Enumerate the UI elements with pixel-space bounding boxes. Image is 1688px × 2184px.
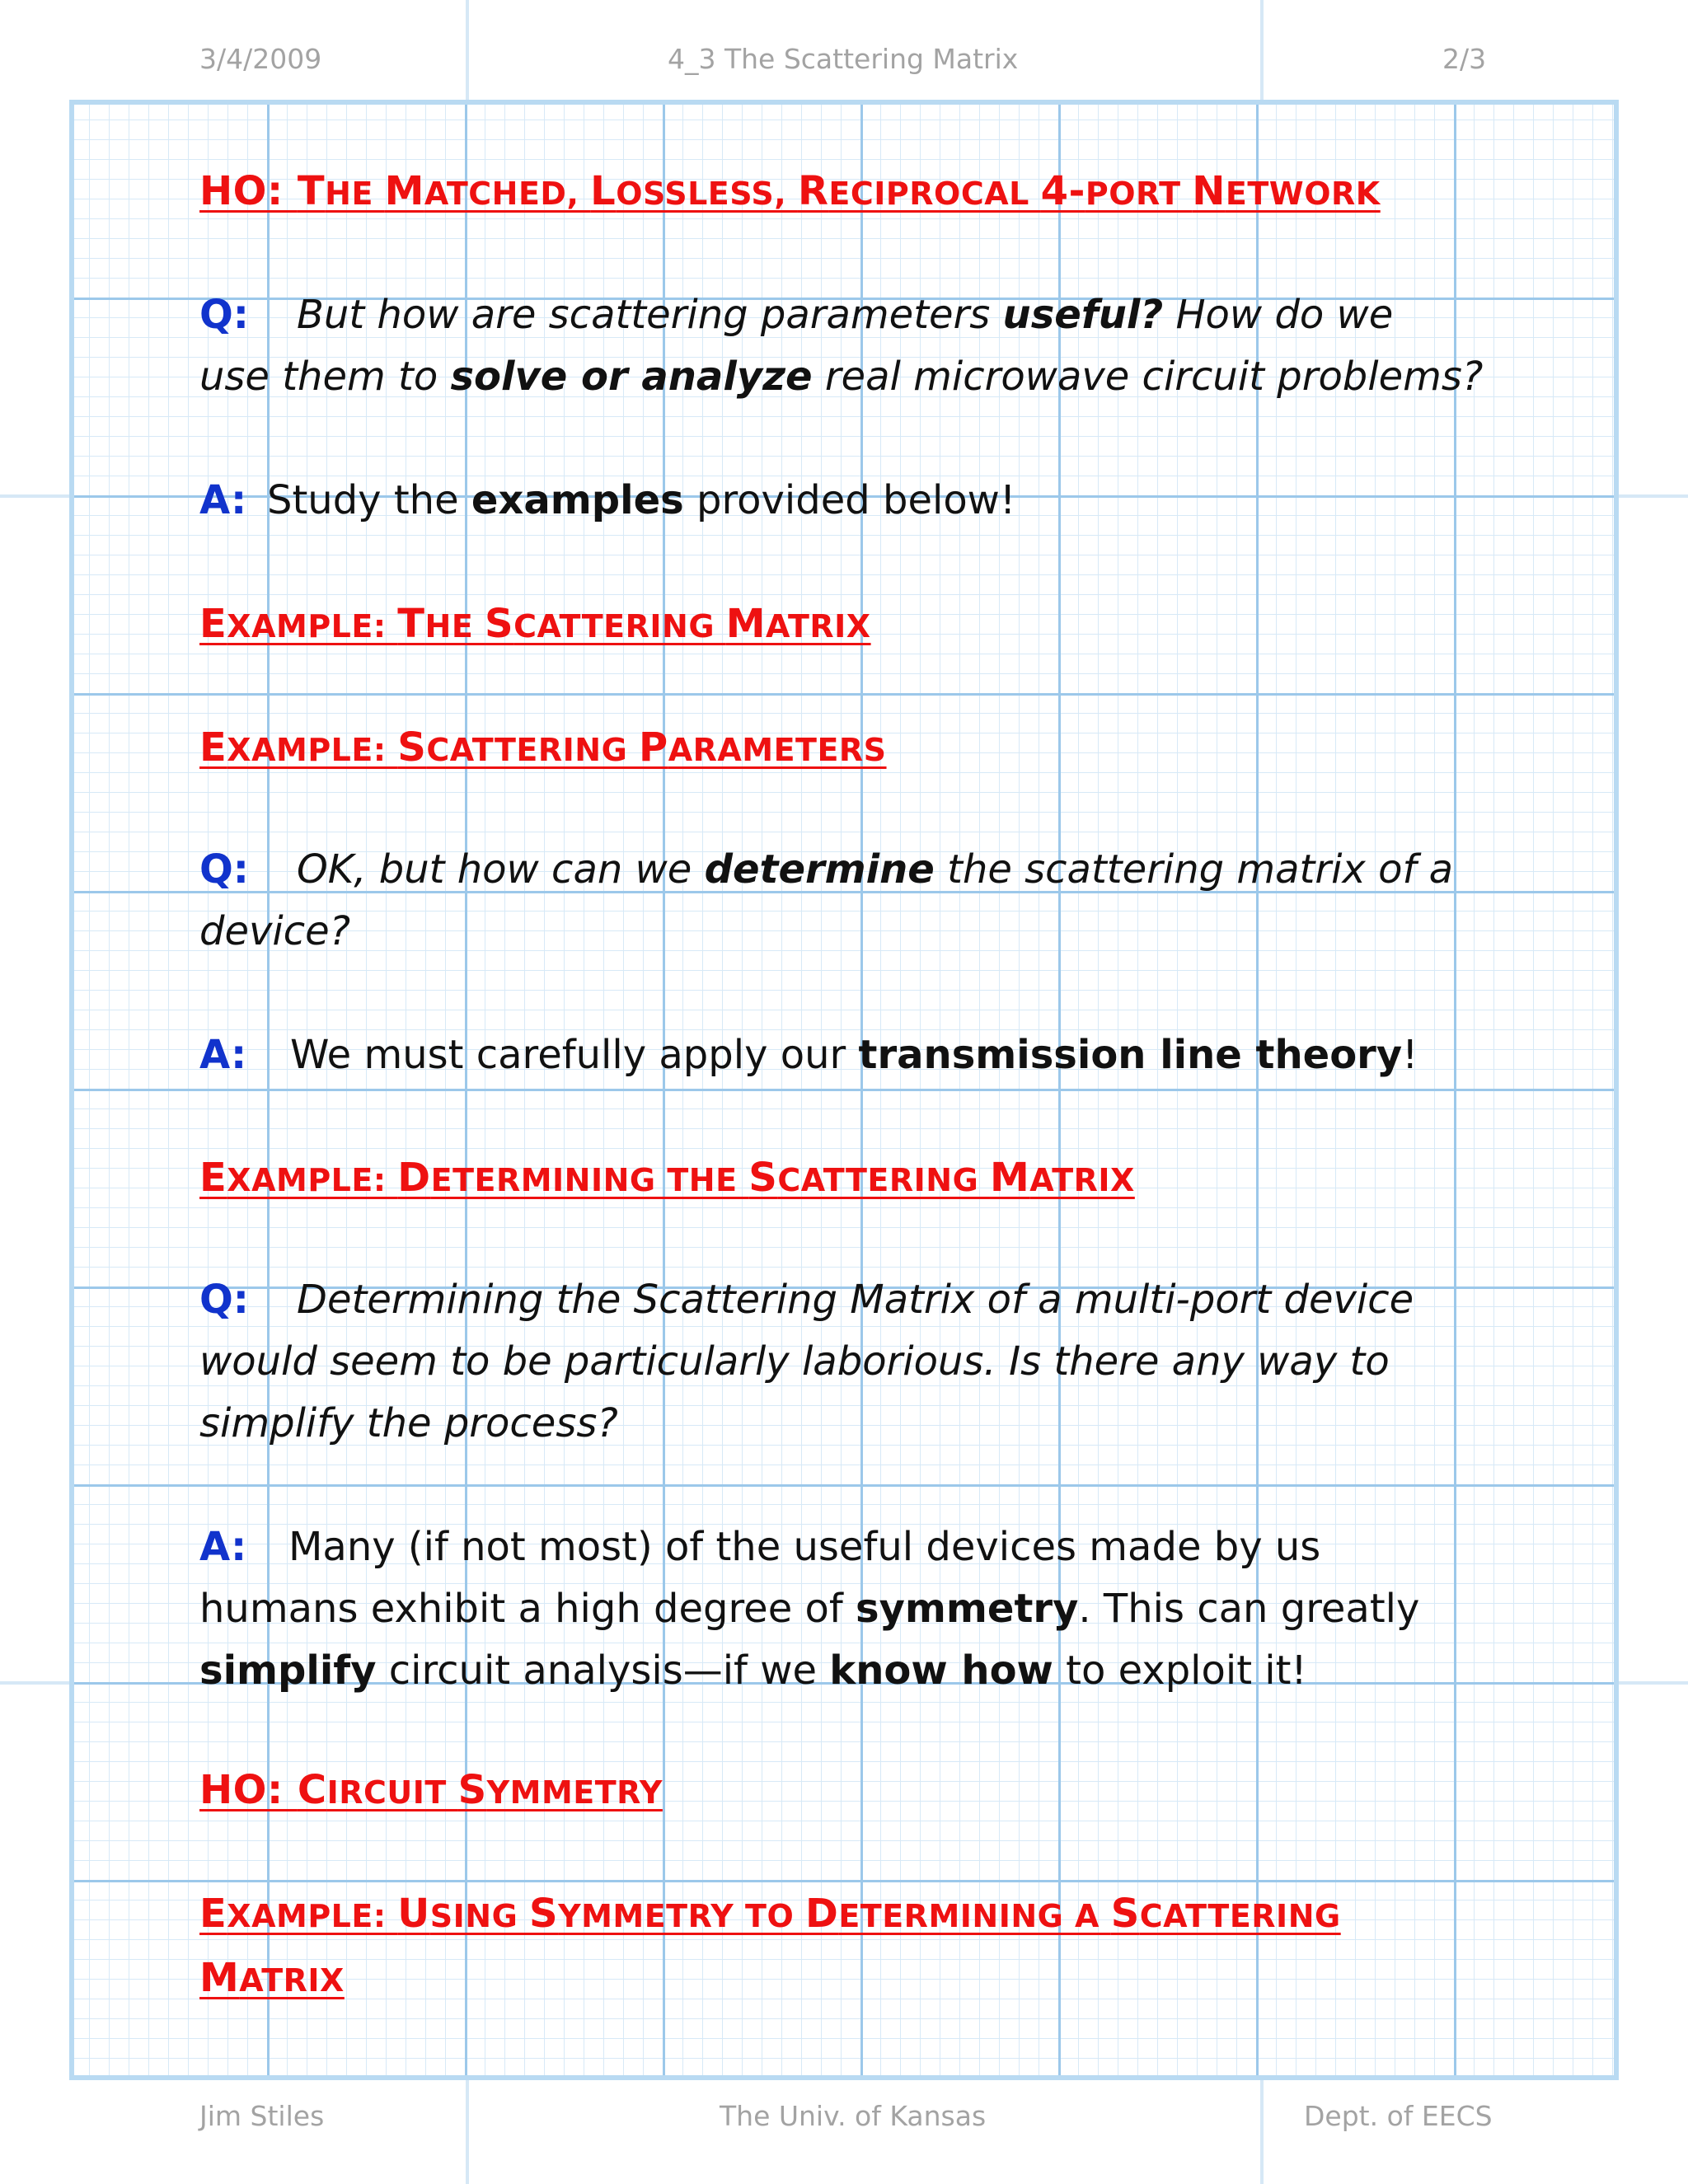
question-emphasis: determine — [704, 846, 935, 893]
heading-cap: P — [639, 724, 668, 771]
answer-label: A: — [199, 477, 247, 523]
heading-cap: T — [297, 168, 326, 214]
heading-small: HE — [325, 176, 385, 212]
heading-cap: S — [457, 1767, 487, 1813]
header-page-number: 2/3 — [1442, 43, 1487, 75]
heading-prefix: HO: — [199, 168, 298, 214]
question-line — [199, 346, 1518, 408]
answer-text: provided below! — [683, 477, 1016, 523]
question-line — [199, 284, 1518, 346]
question-line: device? — [199, 908, 351, 954]
question-2 — [199, 839, 1518, 963]
answer-emphasis: symmetry — [856, 1586, 1079, 1632]
answer-text: Many (if not most) of the useful devices made by us — [288, 1524, 1321, 1570]
heading-cap: D — [397, 1155, 431, 1201]
heading-cap: E — [199, 724, 227, 771]
heading-small: OSSLESS, — [616, 176, 798, 212]
heading-small: YMMETRY TO — [558, 1898, 805, 1934]
heading-cap: S — [529, 1891, 559, 1937]
heading-cap: S — [397, 724, 427, 771]
question-text: use them to — [199, 354, 451, 400]
heading-small: ATRIX — [1029, 1162, 1135, 1198]
answer-text: circuit analysis—if we — [376, 1647, 830, 1694]
question-text: Determining the Scattering Matrix of a multi-port device — [297, 1277, 1414, 1323]
heading-small: ARAMETERS — [668, 732, 887, 768]
question-line: would seem to be particularly laborious. Is there any way to — [199, 1338, 1390, 1385]
heading-link[interactable] — [199, 1155, 1135, 1201]
heading-cap: D — [805, 1891, 839, 1937]
answer-emphasis: simplify — [199, 1647, 377, 1694]
answer-emphasis: examples — [471, 477, 684, 523]
heading-small: CATTERING — [426, 732, 639, 768]
heading-small: ATRIX — [766, 608, 871, 644]
footer-university: The Univ. of Kansas — [720, 2100, 987, 2132]
heading-cap: 4- — [1040, 168, 1085, 214]
heading-small: IRCUIT — [326, 1774, 458, 1811]
heading-small: ATRIX — [239, 1962, 345, 1999]
heading-cap: L — [590, 168, 617, 214]
question-line: simplify the process? — [199, 1400, 618, 1446]
heading-cap: S — [748, 1155, 778, 1201]
heading-link[interactable] — [199, 1891, 1341, 1937]
heading-small: ATCHED, — [424, 176, 591, 212]
answer-3 — [199, 1516, 1518, 1702]
heading-cap: E — [199, 1891, 227, 1937]
heading-small: PORT — [1085, 176, 1193, 212]
answer-line — [199, 1640, 1518, 1702]
heading-small: XAMPLE: — [227, 608, 398, 644]
header-date: 3/4/2009 — [199, 43, 322, 75]
answer-text: to exploit it! — [1053, 1647, 1307, 1694]
question-3 — [199, 1269, 1518, 1455]
heading-link[interactable] — [199, 724, 887, 771]
heading-cap: R — [797, 168, 829, 214]
question-emphasis: solve or analyze — [450, 354, 813, 400]
answer-text: Study the — [267, 477, 471, 523]
question-text: the scattering matrix of a — [934, 846, 1454, 893]
heading-cap: S — [485, 601, 514, 647]
heading-link[interactable] — [199, 1767, 663, 1813]
answer-text: . This can greatly — [1078, 1586, 1420, 1632]
heading-cap: C — [297, 1767, 327, 1813]
heading-link[interactable] — [199, 601, 871, 647]
heading-line — [199, 1947, 1518, 2012]
heading-small: XAMPLE: — [227, 732, 398, 768]
question-text: real microwave circuit problems? — [812, 354, 1484, 400]
example-link-scattering-parameters[interactable] — [199, 717, 1518, 781]
answer-line — [199, 1516, 1518, 1578]
answer-label: A: — [199, 1524, 247, 1570]
heading-cap: S — [1110, 1891, 1140, 1937]
heading-small: HE — [424, 608, 485, 644]
heading-cap: U — [397, 1891, 430, 1937]
heading-small: CATTERING — [1139, 1898, 1341, 1934]
answer-text: humans exhibit a high degree of — [199, 1586, 856, 1632]
footer-author: Jim Stiles — [199, 2100, 325, 2132]
question-text: How do we — [1163, 292, 1394, 338]
heading-cap: N — [1192, 168, 1226, 214]
question-line — [199, 839, 1518, 901]
heading-cap: E — [199, 601, 227, 647]
heading-small: ECIPROCAL — [828, 176, 1041, 212]
question-text: But how are scattering parameters — [297, 292, 1003, 338]
answer-text: ! — [1402, 1032, 1418, 1078]
example-link-determining-scattering-matrix[interactable] — [199, 1147, 1518, 1212]
question-1 — [199, 284, 1518, 408]
header-title: 4_3 The Scattering Matrix — [668, 43, 1019, 75]
heading-link[interactable] — [199, 1955, 345, 2001]
question-label: Q: — [199, 846, 249, 893]
answer-emphasis: know how — [829, 1647, 1053, 1694]
question-label: Q: — [199, 292, 249, 338]
heading-cap: M — [199, 1955, 240, 2001]
heading-prefix: HO: — [199, 1767, 298, 1813]
heading-small: CATTERING — [777, 1162, 990, 1198]
example-link-using-symmetry[interactable] — [199, 1883, 1518, 2012]
answer-1 — [199, 470, 1518, 532]
question-line — [199, 1269, 1518, 1331]
heading-small: XAMPLE: — [227, 1162, 398, 1198]
heading-small: ETERMINING THE — [430, 1162, 749, 1198]
heading-cap: T — [397, 601, 425, 647]
heading-small: ETWORK — [1225, 176, 1381, 212]
answer-2 — [199, 1024, 1518, 1086]
answer-emphasis: transmission line theory — [858, 1032, 1403, 1078]
heading-cap: E — [199, 1155, 227, 1201]
heading-small: XAMPLE: — [227, 1898, 398, 1934]
heading-cap: M — [384, 168, 424, 214]
heading-link[interactable] — [199, 168, 1381, 214]
heading-cap: M — [989, 1155, 1030, 1201]
example-link-scattering-matrix[interactable] — [199, 593, 1518, 658]
heading-line — [199, 1883, 1518, 1947]
answer-label: A: — [199, 1032, 247, 1078]
heading-small: ETERMINING A — [838, 1898, 1111, 1934]
heading-small: SING — [429, 1898, 529, 1934]
question-emphasis: useful? — [1002, 292, 1164, 338]
heading-small: YMMETRY — [486, 1774, 663, 1811]
handout-link-4port-network[interactable] — [199, 161, 1518, 225]
heading-cap: M — [725, 601, 767, 647]
handout-link-circuit-symmetry[interactable] — [199, 1760, 1518, 1824]
question-label: Q: — [199, 1277, 249, 1323]
answer-line — [199, 1578, 1518, 1640]
question-text: OK, but how can we — [297, 846, 705, 893]
answer-text: We must carefully apply our — [290, 1032, 859, 1078]
heading-small: CATTERING — [513, 608, 726, 644]
footer-department: Dept. of EECS — [1304, 2100, 1493, 2132]
